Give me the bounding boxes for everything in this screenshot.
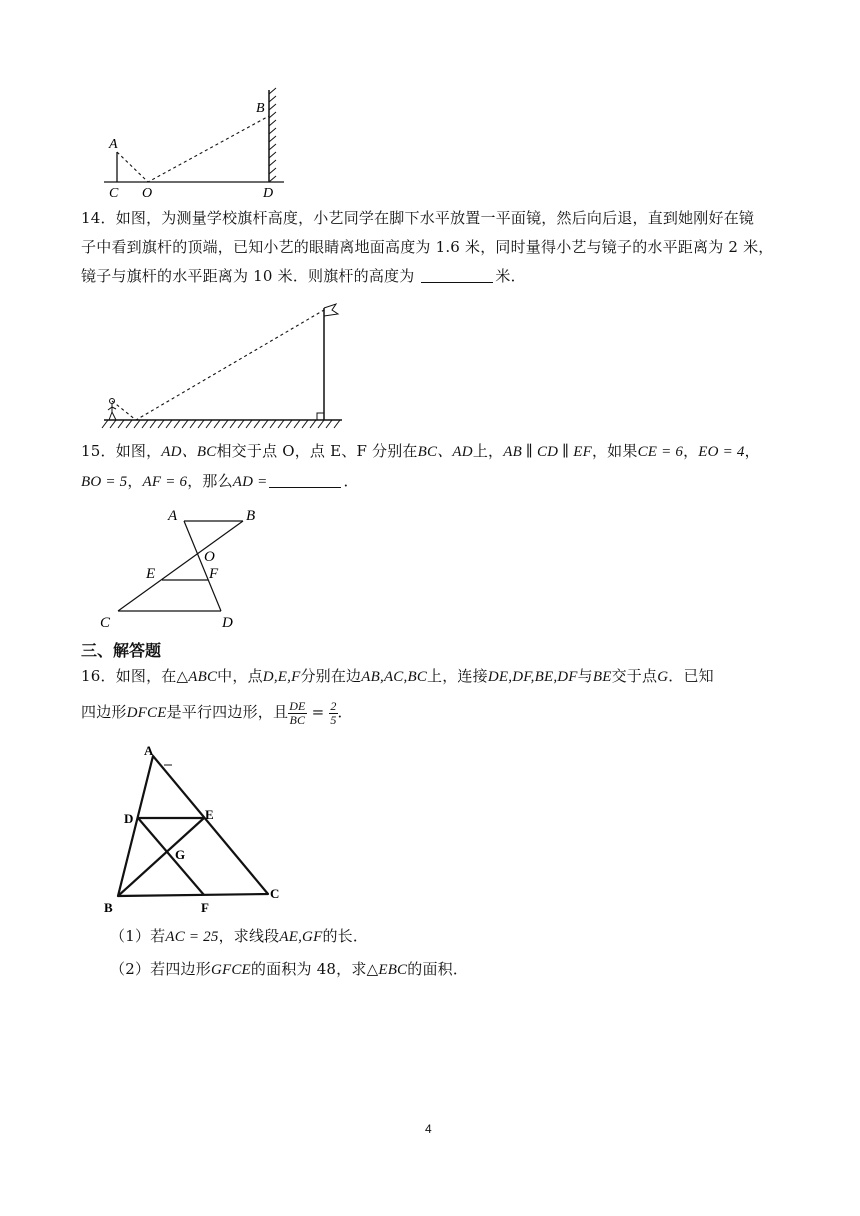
q16-math: GFCE [210, 962, 251, 978]
q15-ce: CE = 6 [637, 444, 684, 460]
question-14 [81, 204, 773, 291]
q15-text: ， [127, 472, 143, 490]
q15-answer-blank[interactable] [269, 471, 341, 488]
label-B: B [256, 101, 265, 116]
q16-math: BE [592, 669, 612, 685]
q16-text: 上，连接 [427, 667, 488, 685]
q16-text: 如图，在△ [115, 667, 189, 685]
q16-math: AE,GF [279, 929, 323, 945]
frac-denominator: BC [289, 712, 306, 727]
q16-text: 的面积为 48，求△ [250, 960, 379, 978]
q15-eo: EO = 4 [698, 444, 745, 460]
frac-numerator: DE [289, 698, 306, 713]
label-B: B [104, 900, 113, 914]
q16-math: G [657, 669, 669, 685]
label-D: D [222, 615, 233, 631]
label-G: G [175, 847, 186, 862]
q16-text: （1）若 [110, 927, 166, 945]
q15-ad-bc: AD、BC [161, 444, 217, 460]
q16-text: 是平行四边形，且 [166, 703, 289, 721]
q15-text: ， [744, 442, 760, 460]
label-A: A [144, 743, 154, 758]
label-B: B [246, 508, 256, 524]
q15-text: ． [343, 472, 359, 490]
label-F: F [201, 900, 209, 914]
q16-math: EBC [378, 962, 408, 978]
frac-denominator: 5 [330, 712, 337, 727]
q16-part-2 [110, 955, 468, 985]
q16-number: 16． [81, 667, 116, 685]
figure-triangle-parallelogram [100, 738, 300, 914]
label-E: E [205, 807, 214, 822]
equals-sign: = [311, 703, 325, 721]
q16-math: ABC [188, 669, 218, 685]
q15-bc-ad: BC、AD [417, 444, 473, 460]
q14-line1: 如图，为测量学校旗杆高度，小艺同学在脚下水平放置一平面镜，然后向后退，直到她刚好在镜 [115, 209, 755, 227]
label-A: A [168, 508, 178, 524]
q16-text: 分别在边 [300, 667, 362, 685]
q15-text: 如图， [115, 442, 162, 460]
q16-text: 与 [577, 667, 593, 685]
label-O: O [204, 549, 215, 565]
label-D: D [124, 811, 134, 826]
q15-text: ，那么 [187, 472, 233, 490]
question-16 [81, 662, 714, 728]
fraction-2-5 [329, 700, 337, 727]
section-heading: 三、解答题 [81, 641, 162, 660]
q16-text: ，求线段 [218, 927, 280, 945]
q15-af: AF = 6 [142, 474, 188, 490]
q16-text: ．已知 [668, 667, 714, 685]
q16-math: DE,DF,BE,DF [487, 669, 578, 685]
q14-line3: 镜子与旗杆的水平距离为 10 米．则旗杆的高度为 [81, 267, 415, 285]
label-C: C [109, 186, 119, 198]
q16-math: D,E,F [262, 669, 301, 685]
q15-text: ， [683, 442, 699, 460]
q16-text: ． [337, 703, 353, 721]
q15-text: ，如果 [591, 442, 638, 460]
figure-intersecting-triangles [96, 500, 256, 634]
q14-number: 14． [81, 209, 116, 227]
frac-numerator: 2 [330, 698, 337, 713]
label-C: C [270, 886, 280, 901]
q16-text: 四边形 [81, 703, 127, 721]
label-F: F [209, 566, 219, 582]
q14-line2: 子中看到旗杆的顶端，已知小艺的眼睛离地面高度为 1.6 米，同时量得小艺与镜子的水平距离为 2 米， [81, 238, 774, 256]
q16-math: AC = 25 [165, 929, 219, 945]
q15-parallel: AB ∥ CD ∥ EF [503, 444, 592, 460]
figure-mirror-wall [100, 86, 300, 198]
label-D: D [263, 186, 274, 198]
fraction-de-bc [288, 700, 306, 727]
q15-ad: AD = [232, 474, 268, 490]
label-E: E [146, 566, 156, 582]
q14-line3-end: 米． [495, 267, 526, 285]
q16-text: 交于点 [611, 667, 658, 685]
page-number: 4 [425, 1122, 432, 1136]
q15-text: 相交于点 O，点 E、F 分别在 [216, 442, 418, 460]
q15-text: 上， [472, 442, 504, 460]
question-15 [81, 437, 760, 497]
q16-text: 的长． [322, 927, 369, 945]
label-A: A [109, 137, 118, 152]
q16-math: AB,AC,BC [361, 669, 428, 685]
q15-bo: BO = 5 [81, 474, 128, 490]
label-C: C [100, 615, 111, 631]
q16-text: 中，点 [217, 667, 263, 685]
label-O: O [142, 186, 153, 198]
q16-text: 的面积． [407, 960, 469, 978]
q16-math: DFCE [126, 705, 167, 721]
q15-number: 15． [81, 442, 116, 460]
figure-flagpole [100, 302, 350, 430]
q16-part-1 [110, 922, 368, 952]
q16-text: （2）若四边形 [110, 960, 211, 978]
q14-answer-blank[interactable] [421, 266, 493, 283]
